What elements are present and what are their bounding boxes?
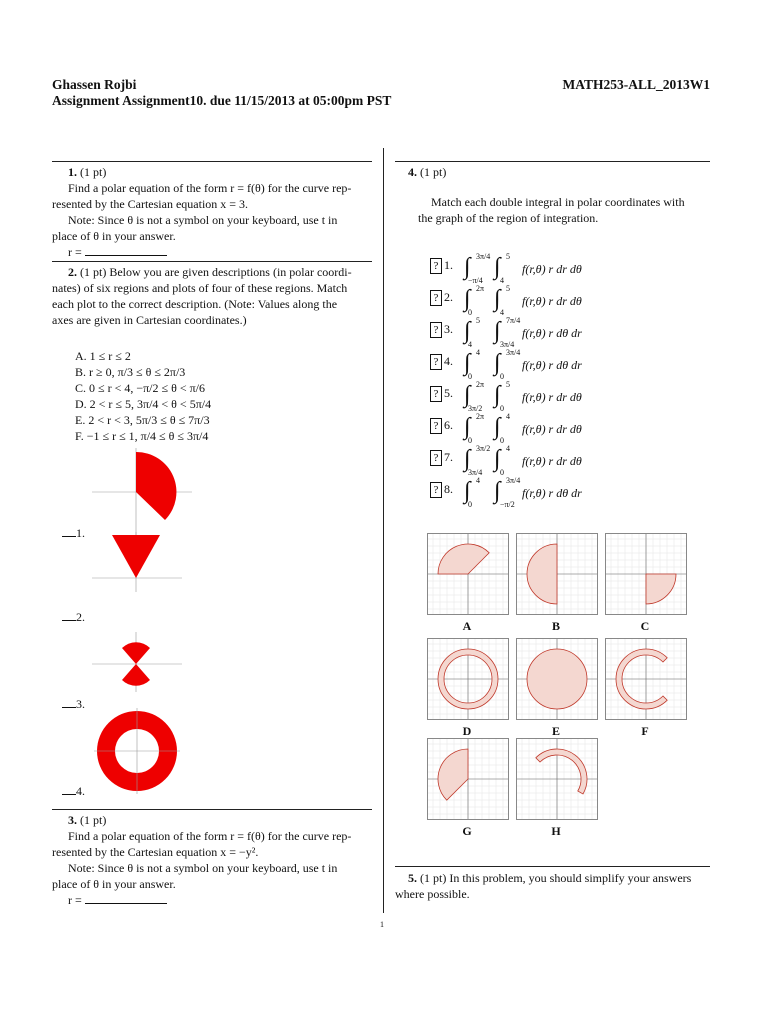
inner-integral-sign: ∫ — [494, 254, 501, 280]
outer-lower-limit: 0 — [468, 308, 472, 317]
page-number: 1 — [380, 920, 384, 929]
problem-1-text-2: resented by the Cartesian equation x = 3. — [52, 197, 249, 211]
option-d: D. 2 < r ≤ 5, 3π/4 < θ < 5π/4 — [75, 397, 212, 411]
option-e: E. 2 < r < 3, 5π/3 ≤ θ ≤ 7π/3 — [75, 413, 210, 427]
integral-5-answer-box[interactable]: ? — [430, 386, 442, 402]
plot-4-label: 4. — [76, 784, 85, 798]
integral-5-number: 5. — [444, 386, 453, 400]
inner-integral-sign: ∫ — [494, 286, 501, 312]
outer-upper-limit: 4 — [476, 476, 480, 485]
inner-lower-limit: 4 — [500, 276, 504, 285]
graph-label-a: A — [462, 619, 472, 633]
graph-d — [427, 638, 509, 720]
plot-1-sector — [136, 452, 176, 520]
plot-2-wedge — [112, 535, 160, 578]
problem-3 — [52, 812, 372, 908]
problem-1-top-rule — [52, 161, 372, 162]
inner-integral-sign: ∫ — [494, 478, 501, 504]
integral-5 — [430, 380, 582, 416]
region-plot-3 — [92, 632, 182, 692]
problem-5-text-2: where possible. — [395, 887, 470, 901]
integral-6 — [430, 412, 582, 448]
problem-4-text-2: the graph of the region of integration. — [418, 211, 599, 225]
problem-5-top-rule — [395, 866, 710, 867]
integral-7 — [430, 444, 582, 480]
problem-2-text-2: nates) of six regions and plots of four of these regions. Match — [52, 281, 348, 295]
outer-integral-sign: ∫ — [464, 414, 471, 440]
inner-lower-limit: 4 — [500, 308, 504, 317]
inner-upper-limit: 7π/4 — [506, 316, 521, 325]
problem-3-points: (1 pt) — [80, 813, 107, 827]
graph-g-region — [438, 749, 468, 800]
plot-3-upper-wedge — [122, 642, 150, 664]
outer-upper-limit: 5 — [476, 316, 480, 325]
inner-upper-limit: 4 — [506, 444, 510, 453]
graph-g — [427, 738, 509, 820]
problem-1-points: (1 pt) — [80, 165, 107, 179]
region-plot-4 — [94, 708, 180, 794]
problem-5-number: 5. — [408, 871, 417, 885]
integral-7-answer-box[interactable]: ? — [430, 450, 442, 466]
assignment-title: Assignment Assignment10. due 11/15/2013 at 05:00pm PST — [52, 93, 392, 108]
problem-3-note-2: place of θ in your answer. — [52, 877, 176, 891]
problem-4 — [395, 164, 710, 226]
integral-3 — [430, 316, 582, 352]
problem-4-number: 4. — [408, 165, 417, 179]
integral-8-number: 8. — [444, 482, 453, 496]
outer-upper-limit: 2π — [476, 380, 485, 389]
inner-lower-limit: 0 — [500, 372, 504, 381]
problem-3-top-rule — [52, 809, 372, 810]
problem-1-note-1: Note: Since θ is not a symbol on your keyboard, use t in — [68, 213, 338, 227]
integral-8 — [430, 476, 582, 512]
integrand: f(r,θ) r dr dθ — [522, 262, 582, 276]
problem-2 — [52, 264, 372, 328]
outer-integral-sign: ∫ — [464, 286, 471, 312]
graph-a — [427, 533, 509, 615]
student-name: Ghassen Rojbi — [52, 77, 137, 92]
graph-e — [516, 638, 598, 720]
option-b: B. r ≥ 0, π/3 ≤ θ ≤ 2π/3 — [75, 365, 186, 379]
column-divider — [383, 148, 384, 913]
graph-label-g: G — [462, 824, 472, 838]
integrand: f(r,θ) r dr dθ — [522, 454, 582, 468]
plot-2-answer-blank[interactable] — [62, 620, 76, 621]
plot-3-answer-blank[interactable] — [62, 707, 76, 708]
inner-integral-sign: ∫ — [494, 382, 501, 408]
problem-2-text-4: axes are given in Cartesian coordinates.) — [52, 313, 247, 327]
graph-h-region — [536, 749, 587, 794]
graph-b — [516, 533, 598, 615]
graph-c-region — [646, 574, 676, 604]
graph-label-f: F — [641, 724, 649, 738]
outer-upper-limit: 2π — [476, 412, 485, 421]
graph-label-b: B — [551, 619, 560, 633]
graph-h — [516, 738, 598, 820]
integral-1 — [430, 252, 582, 288]
inner-upper-limit: 3π/4 — [506, 348, 521, 357]
integral-6-number: 6. — [444, 418, 453, 432]
graph-label-e: E — [551, 724, 560, 738]
outer-upper-limit: 3π/2 — [476, 444, 491, 453]
outer-integral-sign: ∫ — [464, 382, 471, 408]
integrand: f(r,θ) r dr dθ — [522, 422, 582, 436]
plot-1-label: 1. — [76, 526, 85, 540]
problem-3-note-1: Note: Since θ is not a symbol on your keyboard, use t in — [68, 861, 338, 875]
outer-integral-sign: ∫ — [464, 318, 471, 344]
plot-3-label: 3. — [76, 697, 85, 711]
problem-3-text-1: Find a polar equation of the form r = f(θ) for the curve rep- — [68, 829, 352, 843]
outer-upper-limit: 2π — [476, 284, 485, 293]
option-c: C. 0 ≤ r < 4, −π/2 ≤ θ < π/6 — [75, 381, 206, 395]
plot-3-lower-wedge — [122, 664, 150, 686]
integral-4-number: 4. — [444, 354, 453, 368]
plot-4-answer-blank[interactable] — [62, 794, 76, 795]
inner-lower-limit: 0 — [500, 404, 504, 413]
integral-3-number: 3. — [444, 322, 453, 336]
inner-upper-limit: 5 — [506, 284, 510, 293]
integral-6-answer-box[interactable]: ? — [430, 418, 442, 434]
integral-4 — [430, 348, 582, 384]
problem-1-number: 1. — [68, 165, 77, 179]
problem-1-answer-input[interactable] — [85, 244, 167, 256]
outer-lower-limit: 0 — [468, 500, 472, 509]
option-f: F. −1 ≤ r ≤ 1, π/4 ≤ θ ≤ 3π/4 — [75, 429, 209, 443]
outer-lower-limit: 0 — [468, 436, 472, 445]
integrand: f(r,θ) r dθ dr — [522, 326, 582, 340]
problem-3-answer-label: r = — [68, 893, 82, 907]
inner-lower-limit: 0 — [500, 436, 504, 445]
inner-integral-sign: ∫ — [494, 446, 501, 472]
inner-lower-limit: −π/2 — [500, 500, 515, 509]
option-a: A. 1 ≤ r ≤ 2 — [75, 349, 131, 363]
graph-f — [605, 638, 687, 720]
inner-upper-limit: 5 — [506, 380, 510, 389]
integrand: f(r,θ) r dr dθ — [522, 390, 582, 404]
course-code: MATH253-ALL_2013W1 — [562, 77, 710, 92]
graph-label-h: H — [551, 824, 561, 838]
problem-1-note-2: place of θ in your answer. — [52, 229, 176, 243]
problem-3-text-2: resented by the Cartesian equation x = −y². — [52, 845, 259, 859]
graph-label-c: C — [640, 619, 650, 633]
problem-2-top-rule — [52, 261, 372, 262]
inner-upper-limit: 3π/4 — [506, 476, 521, 485]
integral-8-answer-box[interactable]: ? — [430, 482, 442, 498]
problem-1-answer-label: r = — [68, 245, 82, 259]
outer-lower-limit: 3π/4 — [468, 468, 483, 477]
outer-lower-limit: −π/4 — [468, 276, 483, 285]
graph-c — [605, 533, 687, 615]
integral-2-number: 2. — [444, 290, 453, 304]
outer-integral-sign: ∫ — [464, 478, 471, 504]
problem-2-text-3: each plot to the correct description. (Note: Values along the — [52, 297, 338, 311]
integral-1-answer-box[interactable]: ? — [430, 258, 442, 274]
problem-4-text-1: Match each double integral in polar coordinates with — [431, 195, 685, 209]
inner-integral-sign: ∫ — [494, 414, 501, 440]
problem-4-top-rule — [395, 161, 710, 162]
outer-integral-sign: ∫ — [464, 446, 471, 472]
integral-3-answer-box[interactable]: ? — [430, 322, 442, 338]
problem-2-text-1: (1 pt) Below you are given descriptions (in polar coordi- — [80, 265, 352, 279]
graph-label-d: D — [462, 724, 472, 738]
integral-2 — [430, 284, 582, 320]
problem-4-points: (1 pt) — [420, 165, 447, 179]
integral-1-number: 1. — [444, 258, 453, 272]
outer-lower-limit: 3π/2 — [468, 404, 483, 413]
problem-3-answer-input[interactable] — [85, 892, 167, 904]
problem-1 — [52, 164, 372, 260]
region-plot-1 — [92, 448, 192, 538]
problem-5-text-1: (1 pt) In this problem, you should simplify your answers — [420, 871, 692, 885]
outer-upper-limit: 3π/4 — [476, 252, 491, 261]
problem-2-number: 2. — [68, 265, 77, 279]
integral-4-answer-box[interactable]: ? — [430, 354, 442, 370]
inner-integral-sign: ∫ — [494, 318, 501, 344]
plot-2-label: 2. — [76, 610, 85, 624]
inner-integral-sign: ∫ — [494, 350, 501, 376]
outer-upper-limit: 4 — [476, 348, 480, 357]
integrand: f(r,θ) r dθ dr — [522, 358, 582, 372]
graph-a-region — [438, 544, 489, 574]
inner-upper-limit: 5 — [506, 252, 510, 261]
inner-lower-limit: 0 — [500, 468, 504, 477]
problem-2-options — [75, 348, 211, 444]
integral-7-number: 7. — [444, 450, 453, 464]
integrand: f(r,θ) r dr dθ — [522, 294, 582, 308]
problem-5 — [395, 870, 715, 902]
outer-lower-limit: 0 — [468, 372, 472, 381]
outer-integral-sign: ∫ — [464, 254, 471, 280]
region-plot-2 — [92, 532, 182, 592]
inner-lower-limit: 3π/4 — [500, 340, 515, 349]
inner-upper-limit: 4 — [506, 412, 510, 421]
graph-e-region — [527, 649, 587, 709]
problem-1-text-1: Find a polar equation of the form r = f(θ) for the curve rep- — [68, 181, 352, 195]
integral-2-answer-box[interactable]: ? — [430, 290, 442, 306]
plot-1-answer-blank[interactable] — [62, 536, 76, 537]
outer-lower-limit: 4 — [468, 340, 472, 349]
integrand: f(r,θ) r dθ dr — [522, 486, 582, 500]
outer-integral-sign: ∫ — [464, 350, 471, 376]
problem-3-number: 3. — [68, 813, 77, 827]
